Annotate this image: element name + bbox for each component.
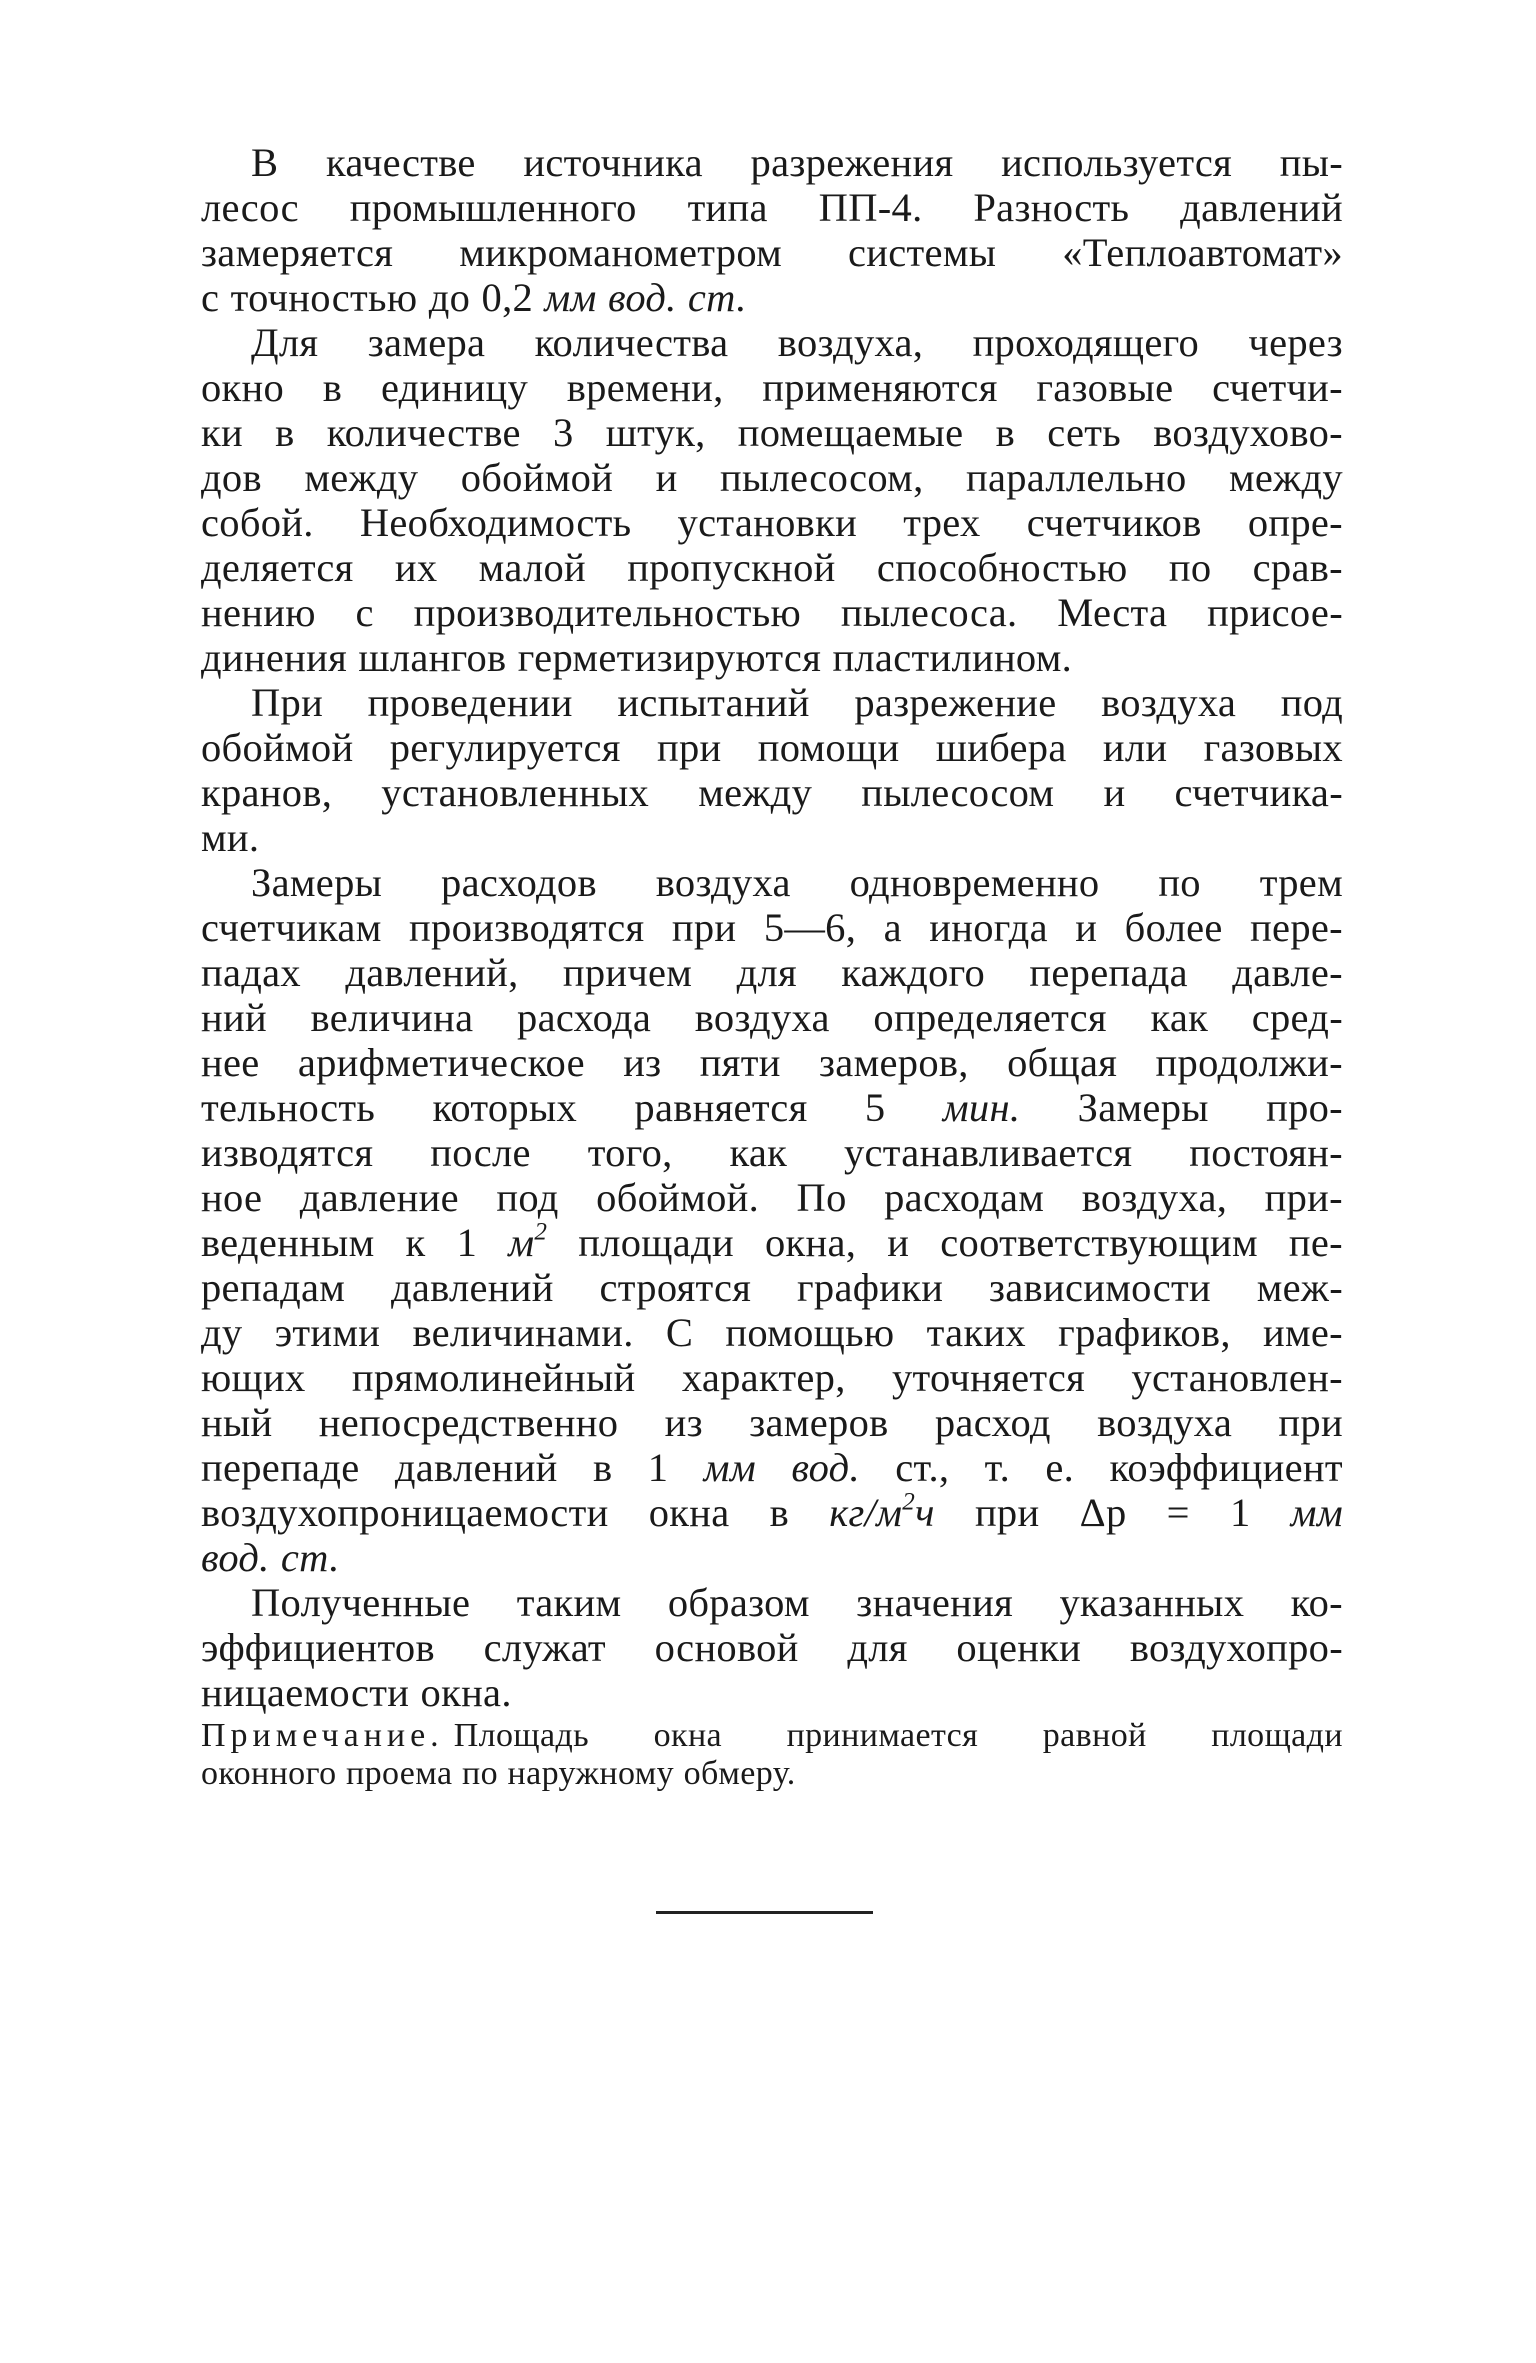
word: = bbox=[1166, 1490, 1190, 1535]
word: при bbox=[974, 1490, 1040, 1535]
word: окна, bbox=[764, 1220, 857, 1265]
word: качестве bbox=[326, 140, 476, 185]
word: замеров bbox=[749, 1400, 889, 1445]
word: количества bbox=[534, 320, 729, 365]
word: с bbox=[355, 590, 374, 635]
word: помощи bbox=[757, 725, 900, 770]
word: пы- bbox=[1279, 140, 1343, 185]
word: воздухопроницаемости bbox=[201, 1490, 609, 1535]
word: воздухопро- bbox=[1129, 1625, 1343, 1670]
word: иногда bbox=[929, 905, 1048, 950]
text-line bbox=[201, 1265, 1343, 1310]
word: замера bbox=[367, 320, 486, 365]
word: штук, bbox=[605, 410, 706, 455]
word: при bbox=[1278, 1400, 1343, 1445]
word: окна bbox=[648, 1490, 730, 1535]
word: падах bbox=[201, 950, 301, 995]
word: перепада bbox=[1029, 950, 1188, 995]
text-line bbox=[201, 545, 1343, 590]
text-line bbox=[201, 275, 1343, 320]
word: графики bbox=[797, 1265, 944, 1310]
word: оценки bbox=[956, 1625, 1082, 1670]
word: веденным bbox=[201, 1220, 375, 1265]
text-line bbox=[201, 1040, 1343, 1085]
word: площади bbox=[578, 1220, 734, 1265]
word: эффициентов bbox=[201, 1625, 435, 1670]
word: «Теплоавтомат» bbox=[1062, 230, 1343, 275]
word: уточняется bbox=[892, 1355, 1086, 1400]
word: и bbox=[655, 455, 678, 500]
word: того, bbox=[587, 1130, 673, 1175]
word: системы bbox=[848, 230, 997, 275]
word: по bbox=[1168, 545, 1212, 590]
text-line bbox=[201, 140, 1343, 185]
word: изводятся bbox=[201, 1130, 374, 1175]
text-line bbox=[201, 860, 1343, 905]
word: регулируется bbox=[389, 725, 621, 770]
paragraph-4 bbox=[201, 860, 1343, 1580]
text-line bbox=[201, 905, 1343, 950]
word: из bbox=[664, 1400, 703, 1445]
word: а bbox=[883, 905, 902, 950]
text-line bbox=[201, 410, 1343, 455]
word: При bbox=[251, 680, 324, 725]
end-rule bbox=[656, 1911, 873, 1914]
word: име- bbox=[1262, 1310, 1343, 1355]
word: обоймой bbox=[201, 725, 354, 770]
word: между bbox=[304, 455, 419, 500]
text-line bbox=[201, 500, 1343, 545]
text-line bbox=[201, 1310, 1343, 1355]
word: 5—6, bbox=[763, 905, 857, 950]
note-line bbox=[201, 1717, 1343, 1755]
word: которых bbox=[432, 1085, 578, 1130]
word: воздуха, bbox=[1081, 1175, 1228, 1220]
word: параллельно bbox=[965, 455, 1187, 500]
word: зависимости bbox=[988, 1265, 1211, 1310]
text-line bbox=[201, 1580, 1343, 1625]
word: характер, bbox=[681, 1355, 846, 1400]
word: воздуха bbox=[694, 995, 830, 1040]
word: шибера bbox=[935, 725, 1067, 770]
word: равной bbox=[1042, 1717, 1147, 1754]
word: образом bbox=[667, 1580, 810, 1625]
text-line bbox=[201, 320, 1343, 365]
word: В bbox=[251, 140, 279, 185]
word: прямолинейный bbox=[351, 1355, 636, 1400]
text-line bbox=[201, 230, 1343, 275]
word: единицу bbox=[380, 365, 529, 410]
word: основой bbox=[654, 1625, 799, 1670]
word: давлений bbox=[394, 1445, 558, 1490]
word: малой bbox=[478, 545, 586, 590]
word: расходов bbox=[441, 860, 597, 905]
word: пылесосом bbox=[861, 770, 1055, 815]
word: в bbox=[322, 365, 343, 410]
word: через bbox=[1248, 320, 1343, 365]
text-line bbox=[201, 635, 1343, 680]
word: 3 bbox=[552, 410, 574, 455]
word: арифметическое bbox=[297, 1040, 585, 1085]
word: обоймой bbox=[460, 455, 614, 500]
word: общая bbox=[1007, 1040, 1118, 1085]
word: в bbox=[275, 410, 295, 455]
word: дов bbox=[201, 455, 262, 500]
text-line bbox=[201, 185, 1343, 230]
word: соответствующим bbox=[940, 1220, 1258, 1265]
word: способностью bbox=[876, 545, 1128, 590]
word: трех bbox=[903, 500, 981, 545]
word: воздухово- bbox=[1153, 410, 1343, 455]
word: указанных bbox=[1059, 1580, 1245, 1625]
word: непосредственно bbox=[318, 1400, 619, 1445]
word: к bbox=[405, 1220, 426, 1265]
word: точностью bbox=[230, 275, 418, 320]
word: замеров, bbox=[819, 1040, 969, 1085]
word: замеряется bbox=[201, 230, 394, 275]
word: микроманометром bbox=[459, 230, 783, 275]
word: шлангов bbox=[358, 635, 507, 680]
word: по bbox=[462, 1755, 498, 1792]
word: мм bbox=[1290, 1490, 1343, 1535]
word: счетчикам bbox=[201, 905, 382, 950]
word: счетчиков bbox=[1026, 500, 1202, 545]
word: опре- bbox=[1247, 500, 1343, 545]
word: установленных bbox=[381, 770, 650, 815]
note-label: Примечание. bbox=[201, 1717, 444, 1754]
word: 1 bbox=[456, 1220, 478, 1265]
paragraph-5 bbox=[201, 1580, 1343, 1715]
word: ницаемости bbox=[201, 1670, 410, 1715]
word: газовых bbox=[1203, 725, 1343, 770]
word: С bbox=[665, 1310, 694, 1355]
text-line bbox=[201, 1625, 1343, 1670]
word: величинами. bbox=[412, 1310, 634, 1355]
word: динения bbox=[201, 635, 348, 680]
word: нению bbox=[201, 590, 316, 635]
word: из bbox=[623, 1040, 662, 1085]
word: более bbox=[1124, 905, 1223, 950]
word: ное bbox=[201, 1175, 263, 1220]
word: 5 bbox=[864, 1085, 886, 1130]
word: сеть bbox=[1047, 410, 1122, 455]
word: графиков, bbox=[1058, 1310, 1231, 1355]
word: Для bbox=[251, 320, 319, 365]
text-line bbox=[201, 1535, 1343, 1580]
word: ми. bbox=[201, 815, 260, 860]
word: оконного bbox=[201, 1755, 337, 1792]
word: воздуха bbox=[655, 860, 791, 905]
word: мин. bbox=[942, 1085, 1021, 1130]
word: давле- bbox=[1232, 950, 1343, 995]
word: или bbox=[1102, 725, 1168, 770]
word: вод. bbox=[791, 1445, 860, 1490]
word: производятся bbox=[409, 905, 645, 950]
word: ст., bbox=[895, 1445, 950, 1490]
word: герметизируются bbox=[517, 635, 822, 680]
word: вод. bbox=[201, 1535, 270, 1580]
text-line bbox=[201, 950, 1343, 995]
word: Площадь bbox=[453, 1717, 590, 1754]
word: применяются bbox=[762, 365, 998, 410]
word: присое- bbox=[1207, 590, 1343, 635]
word: при- bbox=[1264, 1175, 1343, 1220]
word: количестве bbox=[326, 410, 521, 455]
word: окно bbox=[201, 365, 285, 410]
word: пылесоса. bbox=[840, 590, 1018, 635]
word: их bbox=[394, 545, 438, 590]
word: т. bbox=[984, 1445, 1011, 1490]
word: значения bbox=[856, 1580, 1014, 1625]
text-line bbox=[201, 1670, 1343, 1715]
word: ний bbox=[201, 995, 267, 1040]
word: под bbox=[496, 1175, 559, 1220]
word: в bbox=[769, 1490, 790, 1535]
word: Полученные bbox=[251, 1580, 471, 1625]
word: счетчи- bbox=[1212, 365, 1343, 410]
word: ки bbox=[201, 410, 243, 455]
word: меж- bbox=[1256, 1265, 1343, 1310]
text-line bbox=[201, 815, 1343, 860]
word: и bbox=[887, 1220, 910, 1265]
word: коэффициент bbox=[1109, 1445, 1343, 1490]
word: счетчика- bbox=[1174, 770, 1343, 815]
word: при bbox=[671, 905, 737, 950]
word: проема bbox=[346, 1755, 453, 1792]
word: для bbox=[736, 950, 797, 995]
text-line bbox=[201, 1400, 1343, 1445]
word: расход bbox=[934, 1400, 1051, 1445]
word: до bbox=[428, 275, 471, 320]
word: ст. bbox=[280, 1535, 340, 1580]
word: пяти bbox=[699, 1040, 781, 1085]
text-line bbox=[201, 770, 1343, 815]
word: срав- bbox=[1252, 545, 1343, 590]
word: давлений bbox=[390, 1265, 554, 1310]
paragraph-2 bbox=[201, 320, 1343, 680]
word: равняется bbox=[634, 1085, 808, 1130]
word: мм bbox=[703, 1445, 756, 1490]
word: как bbox=[1150, 995, 1209, 1040]
word: таким bbox=[516, 1580, 622, 1625]
word: давлений bbox=[1180, 185, 1343, 230]
word: с bbox=[201, 275, 220, 320]
word: расхода bbox=[517, 995, 652, 1040]
word: пластилином. bbox=[832, 635, 1073, 680]
word: проведении bbox=[367, 680, 573, 725]
text-line bbox=[201, 1085, 1343, 1130]
word: обоймой. bbox=[596, 1175, 760, 1220]
word: принимается bbox=[786, 1717, 979, 1754]
word: Δp bbox=[1079, 1490, 1127, 1535]
word: проходящего bbox=[972, 320, 1200, 365]
word: установлен- bbox=[1131, 1355, 1343, 1400]
text-line bbox=[201, 1175, 1343, 1220]
word: воздуха bbox=[1097, 1400, 1233, 1445]
footnote bbox=[201, 1717, 1343, 1793]
word: трем bbox=[1259, 860, 1343, 905]
text-line bbox=[201, 1490, 1343, 1535]
word: окна. bbox=[420, 1670, 512, 1715]
word: каждого bbox=[841, 950, 986, 995]
word: окна bbox=[653, 1717, 723, 1754]
text-line bbox=[201, 590, 1343, 635]
word: собой. bbox=[201, 500, 314, 545]
word: 1 bbox=[647, 1445, 669, 1490]
word: нее bbox=[201, 1040, 260, 1085]
word: репадам bbox=[201, 1265, 346, 1310]
word: разрежения bbox=[750, 140, 954, 185]
word: по bbox=[1158, 860, 1201, 905]
text-line bbox=[201, 1355, 1343, 1400]
word: ду bbox=[201, 1310, 243, 1355]
word: используется bbox=[1001, 140, 1233, 185]
word: помещаемые bbox=[737, 410, 964, 455]
word: $кг/м^2ч$ bbox=[829, 1488, 935, 1535]
word: ст. bbox=[687, 275, 747, 320]
word: продолжи- bbox=[1155, 1040, 1343, 1085]
word: помощью bbox=[725, 1310, 895, 1355]
text-line bbox=[201, 1130, 1343, 1175]
word: $м^2$ bbox=[508, 1218, 548, 1265]
word: производительностью bbox=[413, 590, 802, 635]
word: воздуха bbox=[1101, 680, 1237, 725]
word: служат bbox=[483, 1625, 606, 1670]
word: ко- bbox=[1290, 1580, 1343, 1625]
word: строятся bbox=[599, 1265, 752, 1310]
word: тельность bbox=[201, 1085, 376, 1130]
word: величина bbox=[310, 995, 474, 1040]
text-line bbox=[201, 725, 1343, 770]
word: и bbox=[1103, 770, 1126, 815]
word: про- bbox=[1266, 1085, 1343, 1130]
word: 1 bbox=[1229, 1490, 1251, 1535]
note-text bbox=[454, 1717, 1343, 1755]
paragraph-1 bbox=[201, 140, 1343, 320]
text-line bbox=[201, 680, 1343, 725]
text-line bbox=[201, 995, 1343, 1040]
word: разрежение bbox=[854, 680, 1057, 725]
word: после bbox=[430, 1130, 531, 1175]
word: пылесосом, bbox=[720, 455, 924, 500]
word: причем bbox=[562, 950, 693, 995]
word: для bbox=[847, 1625, 908, 1670]
word: одновременно bbox=[849, 860, 1100, 905]
word: испытаний bbox=[617, 680, 810, 725]
word: Замеры bbox=[251, 860, 383, 905]
word: ПП-4. bbox=[818, 185, 923, 230]
word: источника bbox=[523, 140, 703, 185]
word: между bbox=[698, 770, 813, 815]
text-line bbox=[201, 365, 1343, 410]
word: между bbox=[1228, 455, 1343, 500]
word: в bbox=[995, 410, 1016, 455]
paragraph-3 bbox=[201, 680, 1343, 860]
word: Необходимость bbox=[359, 500, 632, 545]
word: устанавливается bbox=[843, 1130, 1133, 1175]
word: промышленного bbox=[349, 185, 637, 230]
word: лесос bbox=[201, 185, 299, 230]
word: этими bbox=[274, 1310, 381, 1355]
word: давлений, bbox=[345, 950, 519, 995]
text-line bbox=[201, 455, 1343, 500]
word: Замеры bbox=[1077, 1085, 1209, 1130]
word: е. bbox=[1045, 1445, 1075, 1490]
word: сред- bbox=[1251, 995, 1343, 1040]
word: кранов, bbox=[201, 770, 333, 815]
word: Разность bbox=[973, 185, 1130, 230]
text-line bbox=[201, 1445, 1343, 1490]
word: времени, bbox=[566, 365, 724, 410]
word: давление bbox=[299, 1175, 459, 1220]
word: пе- bbox=[1288, 1220, 1343, 1265]
word: деляется bbox=[201, 545, 354, 590]
word: при bbox=[656, 725, 722, 770]
word: 0,2 bbox=[481, 275, 534, 320]
word: расходам bbox=[884, 1175, 1045, 1220]
word: газовые bbox=[1036, 365, 1174, 410]
word: ный bbox=[201, 1400, 273, 1445]
text-line bbox=[201, 1220, 1343, 1265]
word: под bbox=[1280, 680, 1343, 725]
word: пропускной bbox=[627, 545, 836, 590]
word: площади bbox=[1211, 1717, 1343, 1754]
note-line bbox=[201, 1755, 1343, 1793]
word: типа bbox=[687, 185, 768, 230]
word: таких bbox=[926, 1310, 1026, 1355]
word: обмеру. bbox=[683, 1755, 796, 1792]
word: вод. bbox=[608, 275, 677, 320]
word: наружному bbox=[507, 1755, 675, 1792]
word: пере- bbox=[1250, 905, 1343, 950]
word: ющих bbox=[201, 1355, 306, 1400]
word: постоян- bbox=[1189, 1130, 1343, 1175]
word: как bbox=[729, 1130, 788, 1175]
word: установки bbox=[677, 500, 858, 545]
word: перепаде bbox=[201, 1445, 360, 1490]
word: мм bbox=[544, 275, 597, 320]
word: Места bbox=[1057, 590, 1168, 635]
word: в bbox=[592, 1445, 613, 1490]
word: определяется bbox=[873, 995, 1107, 1040]
word: По bbox=[796, 1175, 847, 1220]
word: и bbox=[1075, 905, 1098, 950]
word: воздуха, bbox=[777, 320, 924, 365]
